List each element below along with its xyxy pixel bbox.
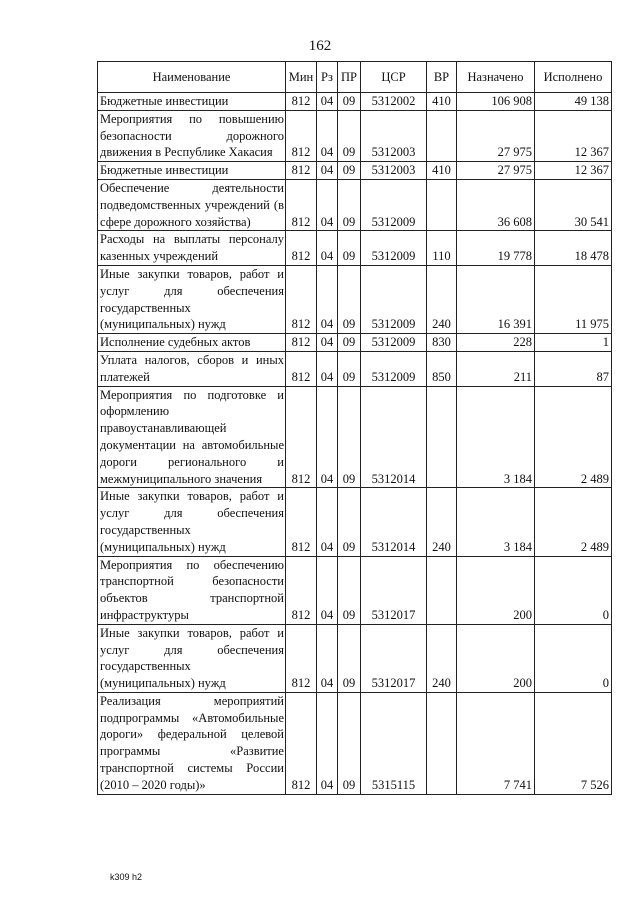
footer-code: k309 h2: [110, 872, 143, 882]
row-pr: 09: [338, 179, 361, 230]
table-row: [98, 93, 612, 111]
table-row: [98, 386, 612, 488]
row-pr: 09: [338, 334, 361, 352]
row-min: 812: [286, 162, 317, 180]
table-row: [98, 334, 612, 352]
row-csr: 5312014: [361, 386, 427, 488]
row-name: Исполнение судебных актов: [98, 334, 286, 352]
row-csr: 5312003: [361, 110, 427, 161]
row-vr: [427, 386, 457, 488]
row-vr: [427, 692, 457, 794]
header-rz: Рз: [317, 62, 338, 93]
header-executed: Исполнено: [535, 62, 612, 93]
row-min: 812: [286, 624, 317, 692]
row-assigned: 106 908: [457, 93, 535, 111]
row-rz: 04: [317, 351, 338, 386]
table-body: [98, 93, 612, 795]
row-pr: 09: [338, 351, 361, 386]
table-row: [98, 351, 612, 386]
page-number: 162: [308, 38, 332, 54]
row-vr: [427, 179, 457, 230]
row-pr: 09: [338, 692, 361, 794]
row-rz: 04: [317, 179, 338, 230]
table-row: [98, 556, 612, 624]
row-rz: 04: [317, 334, 338, 352]
table-row: [98, 488, 612, 556]
table-row: [98, 692, 612, 794]
table-row: [98, 231, 612, 266]
row-min: 812: [286, 692, 317, 794]
row-assigned: 228: [457, 334, 535, 352]
row-executed: 12 367: [535, 110, 612, 161]
row-pr: 09: [338, 93, 361, 111]
row-pr: 09: [338, 488, 361, 556]
row-rz: 04: [317, 386, 338, 488]
row-rz: 04: [317, 162, 338, 180]
row-rz: 04: [317, 110, 338, 161]
budget-table: [97, 61, 612, 795]
header-name: Наименование: [98, 62, 286, 93]
table-row: [98, 179, 612, 230]
row-pr: 09: [338, 624, 361, 692]
row-vr: 410: [427, 93, 457, 111]
row-min: 812: [286, 334, 317, 352]
row-csr: 5312009: [361, 179, 427, 230]
row-assigned: 7 741: [457, 692, 535, 794]
row-csr: 5312009: [361, 351, 427, 386]
row-executed: 7 526: [535, 692, 612, 794]
row-vr: 240: [427, 488, 457, 556]
row-name: Иные закупки товаров, работ и услуг для обеспечения государственных (муниципальных) нужд: [98, 265, 286, 333]
header-min: Мин: [286, 62, 317, 93]
row-executed: 87: [535, 351, 612, 386]
header-vr: ВР: [427, 62, 457, 93]
row-rz: 04: [317, 93, 338, 111]
table-row: [98, 265, 612, 333]
row-csr: 5312009: [361, 231, 427, 266]
table-header-row: [98, 62, 612, 93]
row-csr: 5312002: [361, 93, 427, 111]
row-name: Мероприятия по подготовке и оформлению правоустанавливающей документации на автомобильные дороги регионального и межмуниципального значения: [98, 386, 286, 488]
row-min: 812: [286, 110, 317, 161]
table-row: [98, 624, 612, 692]
row-rz: 04: [317, 556, 338, 624]
row-name: Бюджетные инвестиции: [98, 93, 286, 111]
row-assigned: 27 975: [457, 110, 535, 161]
row-vr: [427, 556, 457, 624]
row-assigned: 36 608: [457, 179, 535, 230]
row-min: 812: [286, 179, 317, 230]
row-vr: 110: [427, 231, 457, 266]
row-csr: 5315115: [361, 692, 427, 794]
row-name: Уплата налогов, сборов и иных платежей: [98, 351, 286, 386]
row-vr: 240: [427, 624, 457, 692]
row-pr: 09: [338, 265, 361, 333]
table-row: [98, 110, 612, 161]
row-executed: 12 367: [535, 162, 612, 180]
row-assigned: 211: [457, 351, 535, 386]
row-rz: 04: [317, 488, 338, 556]
row-rz: 04: [317, 692, 338, 794]
row-rz: 04: [317, 265, 338, 333]
row-vr: [427, 110, 457, 161]
row-name: Иные закупки товаров, работ и услуг для обеспечения государственных (муниципальных) нужд: [98, 488, 286, 556]
row-vr: 850: [427, 351, 457, 386]
row-vr: 830: [427, 334, 457, 352]
row-min: 812: [286, 265, 317, 333]
header-assigned: Назначено: [457, 62, 535, 93]
row-vr: 410: [427, 162, 457, 180]
row-name: Расходы на выплаты персоналу казенных учреждений: [98, 231, 286, 266]
row-assigned: 16 391: [457, 265, 535, 333]
row-pr: 09: [338, 556, 361, 624]
row-assigned: 3 184: [457, 488, 535, 556]
row-csr: 5312009: [361, 265, 427, 333]
row-assigned: 3 184: [457, 386, 535, 488]
row-pr: 09: [338, 386, 361, 488]
row-executed: 1: [535, 334, 612, 352]
row-assigned: 27 975: [457, 162, 535, 180]
row-executed: 49 138: [535, 93, 612, 111]
row-csr: 5312017: [361, 624, 427, 692]
row-min: 812: [286, 231, 317, 266]
row-pr: 09: [338, 162, 361, 180]
row-executed: 11 975: [535, 265, 612, 333]
table-row: [98, 162, 612, 180]
header-pr: ПР: [338, 62, 361, 93]
header-csr: ЦСР: [361, 62, 427, 93]
row-csr: 5312003: [361, 162, 427, 180]
row-vr: 240: [427, 265, 457, 333]
row-name: Иные закупки товаров, работ и услуг для обеспечения государственных (муниципальных) нужд: [98, 624, 286, 692]
row-csr: 5312009: [361, 334, 427, 352]
row-min: 812: [286, 351, 317, 386]
row-name: Мероприятия по повышению безопасности дорожного движения в Республике Хакасия: [98, 110, 286, 161]
row-assigned: 19 778: [457, 231, 535, 266]
row-assigned: 200: [457, 556, 535, 624]
row-executed: 2 489: [535, 488, 612, 556]
row-executed: 30 541: [535, 179, 612, 230]
row-rz: 04: [317, 624, 338, 692]
row-executed: 0: [535, 556, 612, 624]
row-executed: 18 478: [535, 231, 612, 266]
row-name: Реализация мероприятий подпрограммы «Автомобильные дороги» федеральной целевой программы «Развитие транспортной системы России (2010 – 2020 годы)»: [98, 692, 286, 794]
row-name: Мероприятия по обеспечению транспортной безопасности объектов транспортной инфраструктуры: [98, 556, 286, 624]
row-name: Обеспечение деятельности подведомственных учреждений (в сфере дорожного хозяйства): [98, 179, 286, 230]
row-pr: 09: [338, 110, 361, 161]
row-min: 812: [286, 93, 317, 111]
row-min: 812: [286, 386, 317, 488]
row-pr: 09: [338, 231, 361, 266]
row-name: Бюджетные инвестиции: [98, 162, 286, 180]
row-executed: 2 489: [535, 386, 612, 488]
row-assigned: 200: [457, 624, 535, 692]
row-csr: 5312014: [361, 488, 427, 556]
row-executed: 0: [535, 624, 612, 692]
row-min: 812: [286, 488, 317, 556]
row-min: 812: [286, 556, 317, 624]
row-csr: 5312017: [361, 556, 427, 624]
row-rz: 04: [317, 231, 338, 266]
